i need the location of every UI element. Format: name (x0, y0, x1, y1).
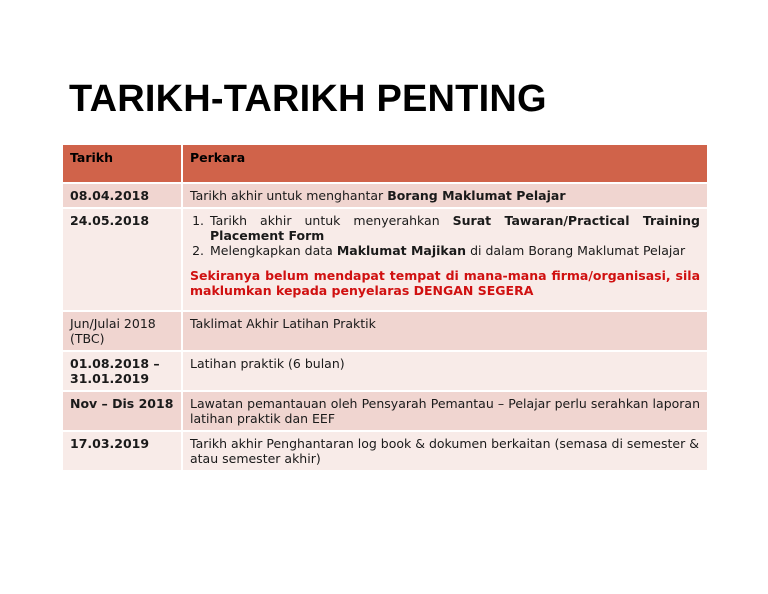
header-item: Perkara (182, 145, 708, 183)
list-item-bold: Surat Tawaran/Practical Training Placement Form (210, 213, 700, 243)
row-date: 08.04.2018 (63, 183, 182, 208)
list-item (208, 213, 700, 243)
header-date: Tarikh (63, 145, 182, 183)
list-item-bold: Maklumat Majikan (336, 243, 467, 258)
row-date: 17.03.2019 (63, 431, 182, 470)
row-item: Tarikh akhir Penghantaran log book & dokumen berkaitan (semasa di semester & atau semester akhir) (182, 431, 708, 470)
row-item-bold: Borang Maklumat Pelajar (387, 188, 566, 203)
row-date: 01.08.2018 – 31.01.2019 (63, 351, 182, 391)
warning-text: Sekiranya belum mendapat tempat di mana-mana firma/organisasi, sila maklumkan kepada penyelaras DENGAN SEGERA (190, 268, 700, 298)
list-item (208, 243, 700, 258)
table-row (63, 208, 708, 311)
row-item: Lawatan pemantauan oleh Pensyarah Pemantau – Pelajar perlu serahkan laporan latihan praktik dan EEF (182, 391, 708, 431)
row-item (182, 183, 708, 208)
row-item: Taklimat Akhir Latihan Praktik (182, 311, 708, 351)
table-row (63, 183, 708, 208)
row-item (182, 208, 708, 311)
row-date: Nov – Dis 2018 (63, 391, 182, 431)
list-item-text: Melengkapkan data (210, 243, 333, 258)
table-row (63, 351, 708, 391)
table-row (63, 431, 708, 470)
row-item-text: Tarikh akhir untuk menghantar (190, 188, 384, 203)
table-header-row (63, 145, 708, 183)
list-item-text: Tarikh akhir untuk menyerahkan (210, 213, 440, 228)
table-row (63, 391, 708, 431)
row-date: 24.05.2018 (63, 208, 182, 311)
task-list (190, 213, 700, 258)
page-title: TARIKH-TARIKH PENTING (69, 78, 547, 120)
important-dates-table (63, 145, 709, 470)
row-item: Latihan praktik (6 bulan) (182, 351, 708, 391)
list-item-text: di dalam Borang Maklumat Pelajar (470, 243, 686, 258)
row-date: Jun/Julai 2018 (TBC) (63, 311, 182, 351)
table-row (63, 311, 708, 351)
